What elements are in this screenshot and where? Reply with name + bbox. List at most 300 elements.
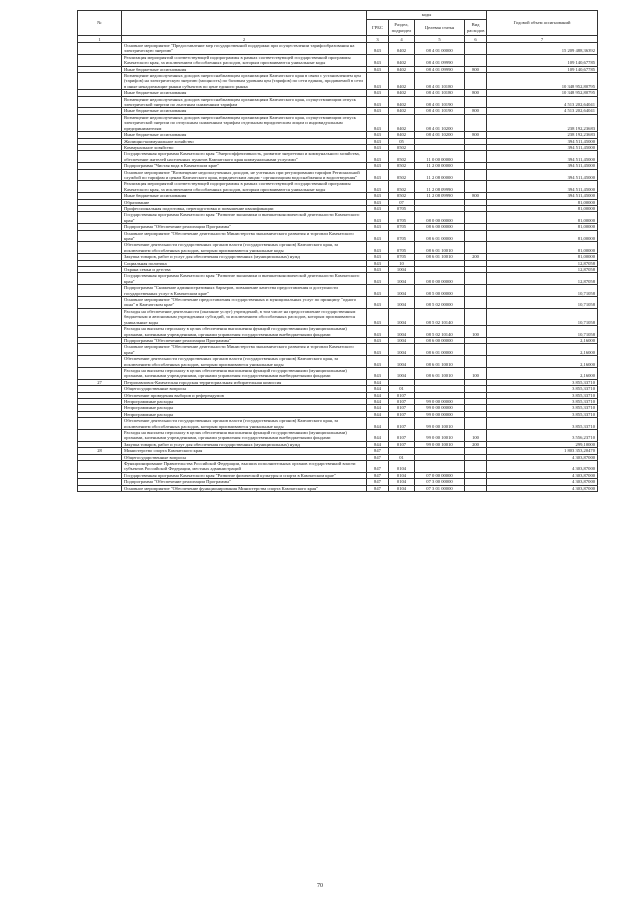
table-body — [78, 43, 598, 492]
row-csr: 07 3 01 00000 — [415, 485, 465, 491]
row-grbs: 844 — [367, 392, 389, 398]
row-sum: 2,16000 — [487, 337, 598, 343]
row-razdel: 0705 — [389, 254, 415, 260]
row-vr — [465, 285, 487, 297]
row-sum: 81,00000 — [487, 224, 598, 230]
row-sum: 109 140,67785 — [487, 54, 598, 66]
row-number — [78, 96, 122, 108]
row-sum: 10 348 952,80795 — [487, 90, 598, 96]
row-sum: 2,16000 — [487, 356, 598, 368]
row-sum: 15 209 488,36392 — [487, 43, 598, 55]
row-number — [78, 297, 122, 309]
row-name: Подпрограмма "Обеспечение реализации Программы" — [122, 224, 367, 230]
header-grbs: ГРБС — [367, 20, 389, 36]
row-grbs: 847 — [367, 479, 389, 485]
row-sum: 4 513 202,64041 — [487, 108, 598, 114]
row-grbs: 847 — [367, 485, 389, 491]
row-grbs: 843 — [367, 337, 389, 343]
row-razdel: 1004 — [389, 297, 415, 309]
row-grbs: 843 — [367, 199, 389, 205]
row-name: Функционирование Правительства Российской Федерации, высших исполнительных органов государственной власти субъектов Российской Федерации, местных администраций — [122, 461, 367, 473]
row-sum: 394 511,45000 — [487, 169, 598, 181]
row-razdel: 0402 — [389, 66, 415, 72]
row-sum: 2,16000 — [487, 344, 598, 356]
table-row — [78, 485, 598, 491]
row-csr: 08 0 00 00000 — [415, 212, 465, 224]
row-grbs: 843 — [367, 181, 389, 193]
index-cell: 3 — [367, 36, 389, 43]
row-number — [78, 212, 122, 224]
index-cell: 4 — [389, 36, 415, 43]
table-row — [78, 326, 598, 338]
row-vr: 800 — [465, 66, 487, 72]
row-vr — [465, 96, 487, 108]
table-row — [78, 242, 598, 254]
row-number — [78, 485, 122, 491]
row-name: Коммунальное хозяйство — [122, 144, 367, 150]
row-sum: 394 511,45000 — [487, 193, 598, 199]
row-csr: 08 4 01 10190 — [415, 96, 465, 108]
row-sum: 3 855,33710 — [487, 418, 598, 430]
row-vr — [465, 485, 487, 491]
row-vr: 800 — [465, 108, 487, 114]
row-number — [78, 418, 122, 430]
row-name: Реализация мероприятий соответствующей подпрограммы в рамках соответствующей государственной программы Камчатского края, за исключением обособленных расходов, которым присваиваются уникальные коды — [122, 54, 367, 66]
row-sum: 4 303,87000 — [487, 472, 598, 478]
row-csr: 08 6 01 00000 — [415, 230, 465, 242]
row-name: Закупка товаров, работ и услуг для обеспечения государственных (муниципальных) нужд — [122, 441, 367, 447]
row-grbs: 843 — [367, 356, 389, 368]
row-razdel: 0107 — [389, 411, 415, 417]
row-grbs: 843 — [367, 193, 389, 199]
row-sum: 3 556,23710 — [487, 430, 598, 442]
row-vr — [465, 151, 487, 163]
row-csr: 08 4 01 00000 — [415, 43, 465, 55]
row-csr: 11 2 08 09990 — [415, 181, 465, 193]
row-sum: 3 855,33710 — [487, 405, 598, 411]
row-grbs: 847 — [367, 461, 389, 473]
row-csr: 08 5 02 10140 — [415, 308, 465, 325]
table-row — [78, 43, 598, 55]
row-number — [78, 151, 122, 163]
row-grbs: 843 — [367, 254, 389, 260]
row-sum: 3 855,33710 — [487, 411, 598, 417]
row-grbs: 843 — [367, 66, 389, 72]
row-name: Подпрограмма "Обеспечение реализации Программы" — [122, 479, 367, 485]
row-name: Основное мероприятие "Возмещение недополученных доходов, не учтенных при регулировании тарифов Региональной службой по тарифам и ценам Камчатского края, юридическим лицам - организациям водоснабжения и водоотведения" — [122, 169, 367, 181]
row-grbs: 843 — [367, 297, 389, 309]
row-vr — [465, 308, 487, 325]
row-vr: 800 — [465, 132, 487, 138]
table-row — [78, 273, 598, 285]
header-razdel: Раздел, подраздел — [389, 20, 415, 36]
row-razdel: 0107 — [389, 405, 415, 411]
row-name: Иные бюджетные ассигнования — [122, 90, 367, 96]
row-name: Иные бюджетные ассигнования — [122, 193, 367, 199]
row-sum: 81,00000 — [487, 242, 598, 254]
row-vr — [465, 461, 487, 473]
row-number: 28 — [78, 448, 122, 454]
row-name: Обеспечение деятельности государственных органов власти (государственных органов) Камчатского края, за исключением обособленных расходов, которым присваиваются уникальные коды — [122, 418, 367, 430]
row-grbs: 847 — [367, 448, 389, 454]
row-razdel: 0502 — [389, 169, 415, 181]
row-sum: 81,00000 — [487, 199, 598, 205]
row-number — [78, 285, 122, 297]
header-codes: коды — [367, 11, 487, 20]
row-sum: 3 855,33710 — [487, 386, 598, 392]
row-razdel: 1004 — [389, 367, 415, 379]
row-name: Непрограммные расходы — [122, 398, 367, 404]
row-csr — [415, 461, 465, 473]
row-csr: 08 6 01 10010 — [415, 242, 465, 254]
row-grbs: 843 — [367, 138, 389, 144]
row-grbs: 843 — [367, 144, 389, 150]
row-grbs: 843 — [367, 212, 389, 224]
table-row — [78, 73, 598, 90]
row-number — [78, 169, 122, 181]
row-csr: 08 4 01 10180 — [415, 73, 465, 90]
row-name: Социальная политика — [122, 260, 367, 266]
row-csr: 07 0 00 00000 — [415, 472, 465, 478]
row-name: Профессиональная подготовка, переподготовка и повышение квалификации — [122, 205, 367, 211]
row-name: Непрограммные расходы — [122, 411, 367, 417]
page-number: 70 — [317, 883, 323, 889]
table-row — [78, 181, 598, 193]
row-name: Министерство спорта Камчатского края — [122, 448, 367, 454]
row-csr: 08 6 01 10010 — [415, 356, 465, 368]
row-csr: 08 4 01 09990 — [415, 66, 465, 72]
row-razdel: 0402 — [389, 132, 415, 138]
row-name: Жилищно-коммунальное хозяйство — [122, 138, 367, 144]
row-sum: 81,00000 — [487, 230, 598, 242]
row-razdel: 0705 — [389, 205, 415, 211]
row-razdel: 0502 — [389, 144, 415, 150]
row-razdel: 0107 — [389, 418, 415, 430]
row-grbs: 843 — [367, 132, 389, 138]
row-name: Возмещение недополученных доходов энергоснабжающим организациям Камчатского края, осуществляющим отпуск электрической энергии по отпускным сниженным тарифам отдельным юридическим лицам и индивидуальным предпринимателям — [122, 114, 367, 131]
row-razdel: 0104 — [389, 472, 415, 478]
row-vr — [465, 212, 487, 224]
row-name: Подпрограмма "Чистая вода в Камчатском крае" — [122, 163, 367, 169]
row-name: Иные бюджетные ассигнования — [122, 132, 367, 138]
row-name: Обеспечение деятельности государственных органов власти (государственных органов) Камчатского края, за исключением обособленных расходов, которым присваиваются уникальные коды — [122, 356, 367, 368]
row-razdel: 0107 — [389, 398, 415, 404]
table-row — [78, 230, 598, 242]
row-sum: 1 803 353,20470 — [487, 448, 598, 454]
row-vr — [465, 169, 487, 181]
row-razdel: 1004 — [389, 308, 415, 325]
row-number — [78, 356, 122, 368]
row-csr: 08 0 00 00000 — [415, 273, 465, 285]
row-grbs: 843 — [367, 96, 389, 108]
row-grbs: 844 — [367, 386, 389, 392]
row-sum: 12,87058 — [487, 273, 598, 285]
row-sum: 4 513 202,64041 — [487, 96, 598, 108]
row-grbs: 843 — [367, 43, 389, 55]
row-razdel: 0705 — [389, 242, 415, 254]
row-name: Государственная программа Камчатского края "Развитие экономики и внешнеэкономической деятельности Камчатского края" — [122, 273, 367, 285]
row-razdel: 0502 — [389, 181, 415, 193]
row-name: Основное мероприятие "Обеспечение деятельности Министерства экономического развития и торговли Камчатского края" — [122, 230, 367, 242]
row-razdel: 07 — [389, 199, 415, 205]
row-razdel: 1004 — [389, 267, 415, 273]
row-name: Закупка товаров, работ и услуг для обеспечения государственных (муниципальных) нужд — [122, 254, 367, 260]
row-csr: 08 6 00 00000 — [415, 337, 465, 343]
header-name — [122, 11, 367, 36]
row-vr — [465, 242, 487, 254]
row-number — [78, 344, 122, 356]
row-razdel: 1004 — [389, 273, 415, 285]
row-csr: 08 6 00 00000 — [415, 224, 465, 230]
table-row — [78, 151, 598, 163]
row-grbs: 843 — [367, 367, 389, 379]
row-razdel: 10 — [389, 260, 415, 266]
row-csr: 11 2 08 09990 — [415, 193, 465, 199]
row-number — [78, 230, 122, 242]
table-row — [78, 367, 598, 379]
row-number: 27 — [78, 379, 122, 385]
row-grbs: 843 — [367, 230, 389, 242]
row-razdel: 0104 — [389, 485, 415, 491]
row-grbs: 843 — [367, 267, 389, 273]
row-razdel: 01 — [389, 386, 415, 392]
row-grbs: 843 — [367, 151, 389, 163]
row-grbs: 843 — [367, 260, 389, 266]
row-vr: 200 — [465, 254, 487, 260]
row-vr — [465, 344, 487, 356]
index-cell: 1 — [78, 36, 122, 43]
row-sum: 238 192,23683 — [487, 132, 598, 138]
row-name: Государственная программа Камчатского края "Развитие экономики и внешнеэкономической деятельности Камчатского края" — [122, 212, 367, 224]
row-csr: 08 4 01 10180 — [415, 90, 465, 96]
row-razdel: 0402 — [389, 96, 415, 108]
row-sum: 10 348 952,80795 — [487, 73, 598, 90]
row-sum: 12,87058 — [487, 267, 598, 273]
row-csr: 07 3 00 00000 — [415, 479, 465, 485]
row-razdel: 0107 — [389, 441, 415, 447]
table-row — [78, 461, 598, 473]
row-grbs: 844 — [367, 411, 389, 417]
row-sum: 394 511,45000 — [487, 181, 598, 193]
row-razdel: 0502 — [389, 163, 415, 169]
row-name: Основное мероприятие "Предоставление мер государственной поддержки при осуществлении тарифообразования на электрическую энергию" — [122, 43, 367, 55]
row-number — [78, 114, 122, 131]
row-vr — [465, 297, 487, 309]
row-razdel: 0104 — [389, 479, 415, 485]
header-vr: Вид расходов — [465, 20, 487, 36]
row-sum: 394 511,45000 — [487, 144, 598, 150]
table-row — [78, 54, 598, 66]
table-row — [78, 212, 598, 224]
row-grbs: 843 — [367, 169, 389, 181]
row-razdel: 1004 — [389, 337, 415, 343]
row-csr: 99 0 00 00000 — [415, 411, 465, 417]
row-razdel: 0502 — [389, 151, 415, 163]
row-number — [78, 181, 122, 193]
header-index-row — [78, 36, 598, 43]
row-name: Иные бюджетные ассигнования — [122, 66, 367, 72]
row-csr: 08 4 01 10200 — [415, 114, 465, 131]
table-row — [78, 430, 598, 442]
table-row — [78, 344, 598, 356]
row-grbs: 847 — [367, 472, 389, 478]
row-csr: 08 4 01 09990 — [415, 54, 465, 66]
row-csr: 11 2 08 00000 — [415, 169, 465, 181]
row-razdel: 0402 — [389, 90, 415, 96]
index-cell: 7 — [487, 36, 598, 43]
row-sum: 81,00000 — [487, 212, 598, 224]
table-row — [78, 285, 598, 297]
row-grbs: 843 — [367, 163, 389, 169]
row-csr: 08 6 01 10010 — [415, 367, 465, 379]
row-sum: 394 511,45000 — [487, 151, 598, 163]
row-grbs: 844 — [367, 418, 389, 430]
table-row — [78, 114, 598, 131]
row-number — [78, 73, 122, 90]
row-sum: 2,16000 — [487, 367, 598, 379]
row-name: Расходы на выплаты персоналу в целях обеспечения выполнения функций государственными (муниципальными) органами, казенными учреждениями, органами управления государственными внебюджетными фондами — [122, 326, 367, 338]
row-csr: 08 5 02 00000 — [415, 297, 465, 309]
row-number — [78, 461, 122, 473]
row-grbs: 844 — [367, 405, 389, 411]
index-cell: 5 — [415, 36, 465, 43]
row-csr: 08 5 00 00000 — [415, 285, 465, 297]
row-grbs: 844 — [367, 398, 389, 404]
row-sum: 81,00000 — [487, 205, 598, 211]
row-vr: 100 — [465, 326, 487, 338]
row-name: Основное мероприятие "Обеспечение деятельности Министерства экономического развития и торговли Камчатского края" — [122, 344, 367, 356]
row-grbs: 843 — [367, 54, 389, 66]
row-sum: 81,00000 — [487, 254, 598, 260]
row-name: Подпрограмма "Снижение административных барьеров, повышение качества предоставления и доступности государственных услуг в Камчатском крае" — [122, 285, 367, 297]
row-vr — [465, 43, 487, 55]
row-vr — [465, 54, 487, 66]
row-vr: 800 — [465, 193, 487, 199]
row-sum: 12,87058 — [487, 260, 598, 266]
row-grbs: 843 — [367, 344, 389, 356]
row-number — [78, 43, 122, 55]
row-name: Общегосударственные вопросы — [122, 386, 367, 392]
row-razdel: 1004 — [389, 356, 415, 368]
row-name: Иные бюджетные ассигнования — [122, 108, 367, 114]
row-name: Общегосударственные вопросы — [122, 454, 367, 460]
row-razdel: 0104 — [389, 461, 415, 473]
row-sum: 10,71058 — [487, 308, 598, 325]
row-number — [78, 273, 122, 285]
row-number — [78, 54, 122, 66]
row-razdel: 0705 — [389, 212, 415, 224]
index-cell: 2 — [122, 36, 367, 43]
row-sum: 394 511,45000 — [487, 138, 598, 144]
row-razdel: 0402 — [389, 73, 415, 90]
row-razdel: 0705 — [389, 230, 415, 242]
row-vr — [465, 73, 487, 90]
row-vr: 800 — [465, 90, 487, 96]
row-csr: 08 6 01 00000 — [415, 344, 465, 356]
row-name: Непрограммные расходы — [122, 405, 367, 411]
row-grbs: 843 — [367, 114, 389, 131]
row-name: Возмещение недополученных доходов энергоснабжающим организациям Камчатского края, осуществляющим отпуск электрической энергии по льготным сниженным тарифам — [122, 96, 367, 108]
row-grbs: 847 — [367, 454, 389, 460]
header-csr: Целевая статья — [415, 20, 465, 36]
row-number — [78, 242, 122, 254]
row-csr: 99 0 00 10010 — [415, 441, 465, 447]
row-grbs: 843 — [367, 308, 389, 325]
row-sum: 3 855,33710 — [487, 379, 598, 385]
row-grbs: 843 — [367, 273, 389, 285]
budget-table — [77, 10, 598, 492]
row-grbs: 843 — [367, 205, 389, 211]
row-name: Образование — [122, 199, 367, 205]
row-sum: 4 303,87000 — [487, 485, 598, 491]
row-csr: 99 0 00 10010 — [415, 418, 465, 430]
row-name: Расходы на выплаты персоналу в целях обеспечения выполнения функций государственными (муниципальными) органами, казенными учреждениями, органами управления государственными внебюджетными фондами — [122, 430, 367, 442]
row-csr: 08 4 01 10190 — [415, 108, 465, 114]
row-csr: 99 0 00 10010 — [415, 430, 465, 442]
row-grbs: 843 — [367, 73, 389, 90]
row-vr — [465, 273, 487, 285]
row-razdel: 0402 — [389, 43, 415, 55]
row-name: Основное мероприятие "Обеспечение предоставления государственных и муниципальных услуг по принципу "одного окна" в Камчатском крае" — [122, 297, 367, 309]
row-vr — [465, 114, 487, 131]
row-grbs: 844 — [367, 379, 389, 385]
row-sum: 3 855,33710 — [487, 392, 598, 398]
row-grbs: 843 — [367, 108, 389, 114]
row-name: Основное мероприятие "Обеспечение функционирования Министерства спорта Камчатского края" — [122, 485, 367, 491]
row-vr: 100 — [465, 430, 487, 442]
row-vr — [465, 181, 487, 193]
row-name: Подпрограмма "Обеспечение реализации Программы" — [122, 337, 367, 343]
row-csr: 99 0 00 00000 — [415, 405, 465, 411]
row-csr: 08 6 01 10010 — [415, 254, 465, 260]
row-razdel: 0107 — [389, 392, 415, 398]
row-vr: 100 — [465, 367, 487, 379]
row-razdel: 0705 — [389, 224, 415, 230]
row-sum: 4 303,87000 — [487, 479, 598, 485]
row-csr: 08 4 01 10200 — [415, 132, 465, 138]
row-name: Возмещение недополученных доходов энергоснабжающим организациям Камчатского края в связи с установлением цен (тарифов) на электрическую энергию (мощность) по базовым уровням цен (тарифов) по сети единиц, продаваемой в сети в иные ненадлежащие рынки субъектов по цене единого рынка — [122, 73, 367, 90]
row-grbs: 844 — [367, 430, 389, 442]
row-razdel: 01 — [389, 454, 415, 460]
row-sum: 299,10000 — [487, 441, 598, 447]
row-razdel: 1004 — [389, 326, 415, 338]
row-grbs: 843 — [367, 242, 389, 254]
row-number — [78, 326, 122, 338]
row-name: Расходы на обеспечение деятельности (оказание услуг) учреждений, в том числе на предоставление государственным бюджетным и автономным учреждениям субсидий, за исключением обособленных расходов, которым присваиваются уникальные коды — [122, 308, 367, 325]
row-name: Обеспечение деятельности государственных органов власти (государственных органов) Камчатского края, за исключением обособленных расходов, которым присваиваются уникальные коды — [122, 242, 367, 254]
row-name: Расходы на выплаты персоналу в целях обеспечения выполнения функций государственными (муниципальными) органами, казенными учреждениями, органами управления государственными внебюджетными фондами — [122, 367, 367, 379]
row-grbs: 843 — [367, 285, 389, 297]
row-number — [78, 308, 122, 325]
row-name: Государственная программа Камчатского края "Энергоэффективность, развитие энергетики и коммунального хозяйства, обеспечение жителей населенных пунктов Камчатского края коммунальными услугами" — [122, 151, 367, 163]
row-razdel: 0502 — [389, 193, 415, 199]
row-razdel: 0402 — [389, 108, 415, 114]
row-sum: 109 140,67785 — [487, 66, 598, 72]
row-name: Охрана семьи и детства — [122, 267, 367, 273]
row-razdel: 1004 — [389, 285, 415, 297]
row-vr — [465, 356, 487, 368]
row-grbs: 843 — [367, 90, 389, 96]
row-sum: 10,71058 — [487, 326, 598, 338]
row-vr: 200 — [465, 441, 487, 447]
row-sum: 3 855,33710 — [487, 398, 598, 404]
table-row — [78, 169, 598, 181]
row-number — [78, 367, 122, 379]
row-grbs: 844 — [367, 441, 389, 447]
row-razdel: 05 — [389, 138, 415, 144]
row-razdel: 1004 — [389, 344, 415, 356]
header-annual: Годовой объем ассигнований — [487, 11, 598, 36]
